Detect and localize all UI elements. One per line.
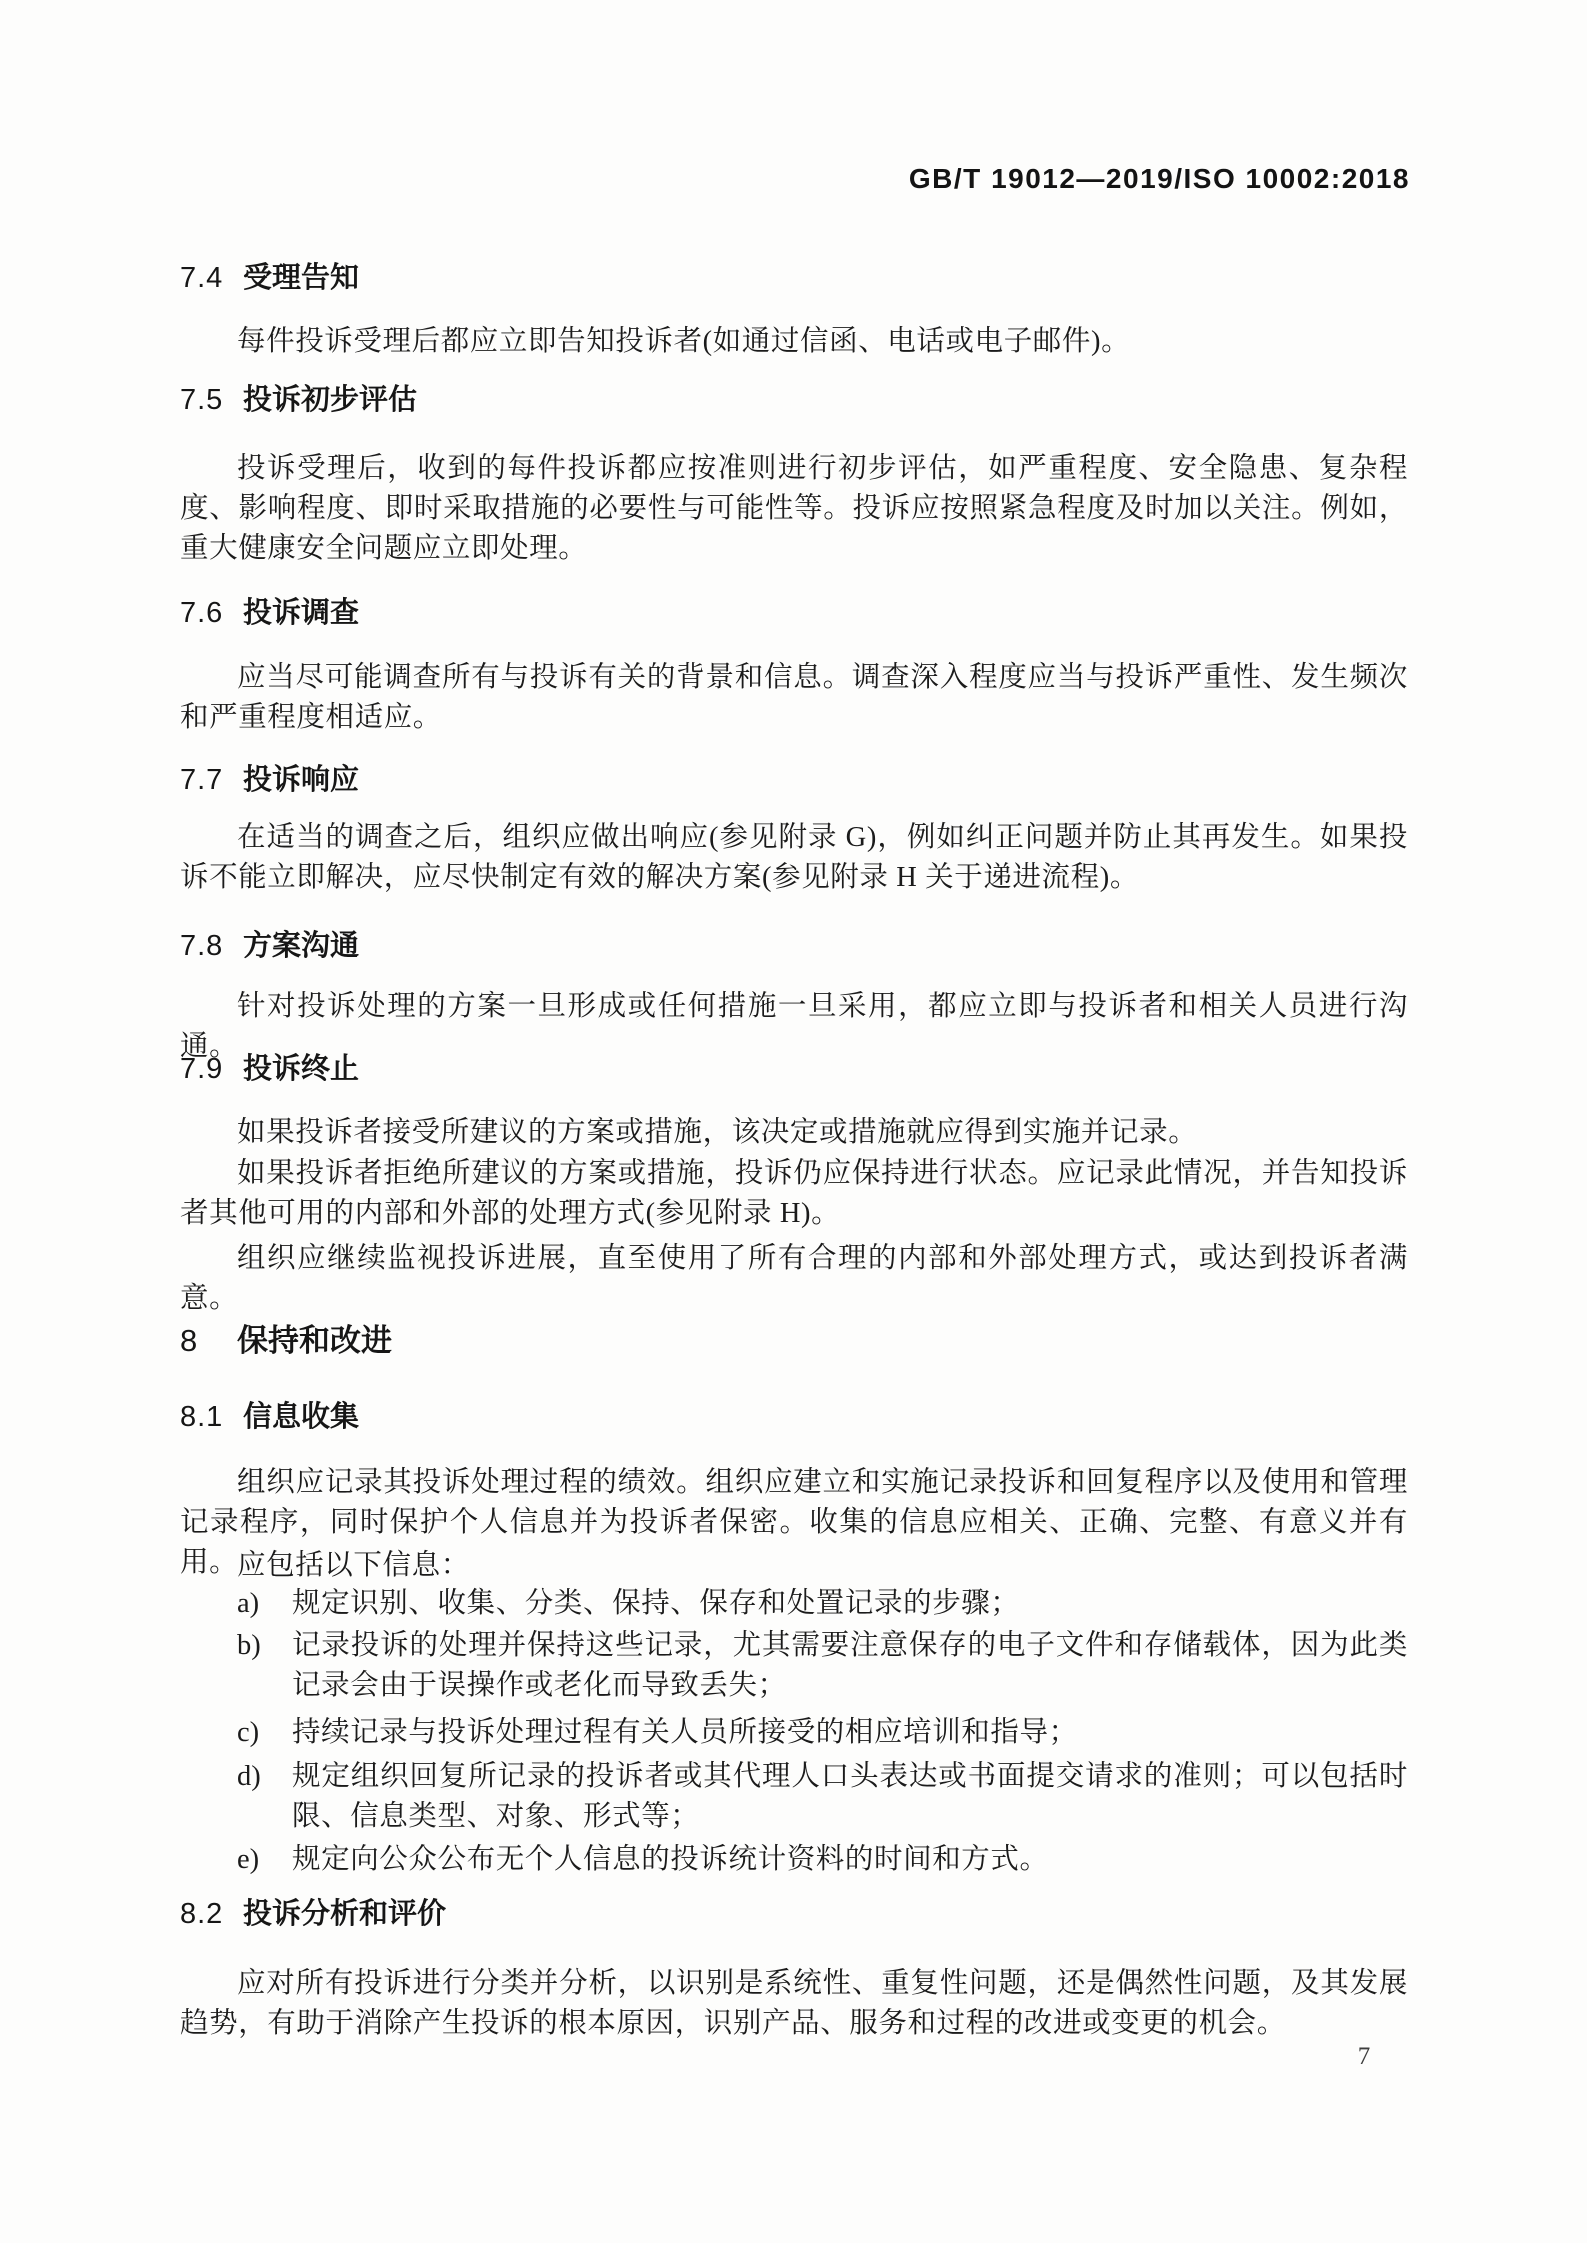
list-item-e <box>237 1840 1408 1880</box>
paragraph: 组织应继续监视投诉进展，直至使用了所有合理的内部和外部处理方式，或达到投诉者满意。 <box>180 1243 1408 1314</box>
list-item-a <box>237 1584 1408 1624</box>
paragraph: 组织应记录其投诉处理过程的绩效。组织应建立和实施记录投诉和回复程序以及使用和管理记录程序，同时保护个人信息并为投诉者保密。收集的信息应相关、正确、完整、有意义并有用。 <box>180 1467 1408 1578</box>
page-number: 7 <box>1357 2043 1371 2070</box>
section-title: 投诉调查 <box>243 597 360 629</box>
section-number: 7.5 <box>180 384 224 416</box>
chapter-number: 8 <box>180 1323 199 1358</box>
list-label: c) <box>237 1717 260 1748</box>
paragraph: 每件投诉受理后都应立即告知投诉者(如通过信函、电话或电子邮件)。 <box>237 326 1131 357</box>
list-text: 记录投诉的处理并保持这些记录，尤其需要注意保存的电子文件和存储载体，因为此类记录会由于误操作或老化而导致丢失； <box>292 1630 1408 1701</box>
section-title: 受理告知 <box>243 262 360 294</box>
list-text: 规定组织回复所记录的投诉者或其代理人口头表达或书面提交请求的准则；可以包括时限、信息类型、对象、形式等； <box>292 1761 1408 1832</box>
section-number: 8.1 <box>180 1401 224 1433</box>
list-item-b <box>237 1626 1408 1706</box>
paragraph: 针对投诉处理的方案一旦形成或任何措施一旦采用，都应立即与投诉者和相关人员进行沟通。 <box>180 991 1408 1062</box>
list-label: d) <box>237 1761 261 1792</box>
list-label: e) <box>237 1844 260 1875</box>
section-number: 7.6 <box>180 597 224 629</box>
section-title: 投诉分析和评价 <box>243 1898 447 1930</box>
section-heading-8-1 <box>180 1401 1408 1434</box>
list-item-d <box>237 1757 1408 1837</box>
paragraph: 如果投诉者接受所建议的方案或措施，该决定或措施就应得到实施并记录。 <box>237 1117 1198 1148</box>
section-heading-7-4 <box>180 262 1408 295</box>
paragraph: 应当尽可能调查所有与投诉有关的背景和信息。调查深入程度应当与投诉严重性、发生频次和严重程度相适应。 <box>180 662 1408 733</box>
section-heading-7-6 <box>180 597 1408 630</box>
list-label: a) <box>237 1588 260 1619</box>
section-number: 8.2 <box>180 1898 224 1930</box>
list-text: 规定识别、收集、分类、保持、保存和处置记录的步骤； <box>292 1588 1020 1619</box>
paragraph: 应对所有投诉进行分类并分析，以识别是系统性、重复性问题，还是偶然性问题，及其发展趋势，有助于消除产生投诉的根本原因，识别产品、服务和过程的改进或变更的机会。 <box>180 1968 1408 2039</box>
section-number: 7.7 <box>180 764 224 796</box>
list-text: 持续记录与投诉处理过程有关人员所接受的相应培训和指导； <box>292 1717 1078 1748</box>
section-title: 投诉初步评估 <box>243 384 418 416</box>
section-heading-8-2 <box>180 1898 1408 1931</box>
chapter-heading-8 <box>180 1323 1408 1359</box>
paragraph: 在适当的调查之后，组织应做出响应(参见附录 G)，例如纠正问题并防止其再发生。如果投诉不能立即解决，应尽快制定有效的解决方案(参见附录 H 关于递进流程)。 <box>180 822 1409 893</box>
section-heading-7-8 <box>180 930 1408 963</box>
section-heading-7-7 <box>180 764 1408 797</box>
section-title: 方案沟通 <box>243 930 360 962</box>
paragraph: 应包括以下信息： <box>237 1550 470 1581</box>
paragraph: 如果投诉者拒绝所建议的方案或措施，投诉仍应保持进行状态。应记录此情况，并告知投诉者其他可用的内部和外部的处理方式(参见附录 H)。 <box>180 1158 1408 1229</box>
section-number: 7.9 <box>180 1053 224 1085</box>
list-text: 规定向公众公布无个人信息的投诉统计资料的时间和方式。 <box>292 1844 1049 1875</box>
list-label: b) <box>237 1630 261 1661</box>
paragraph: 投诉受理后，收到的每件投诉都应按准则进行初步评估，如严重程度、安全隐患、复杂程度、影响程度、即时采取措施的必要性与可能性等。投诉应按照紧急程度及时加以关注。例如，重大健康安全问题应立即处理。 <box>180 453 1408 564</box>
section-heading-7-5 <box>180 384 1408 417</box>
list-item-c <box>237 1713 1408 1753</box>
section-title: 投诉响应 <box>243 764 360 796</box>
section-heading-7-9 <box>180 1053 1408 1086</box>
section-title: 投诉终止 <box>243 1053 360 1085</box>
standard-number-header: GB/T 19012—2019/ISO 10002:2018 <box>908 163 1410 194</box>
chapter-title: 保持和改进 <box>237 1323 392 1358</box>
section-title: 信息收集 <box>243 1401 360 1433</box>
section-number: 7.4 <box>180 262 224 294</box>
section-number: 7.8 <box>180 930 224 962</box>
